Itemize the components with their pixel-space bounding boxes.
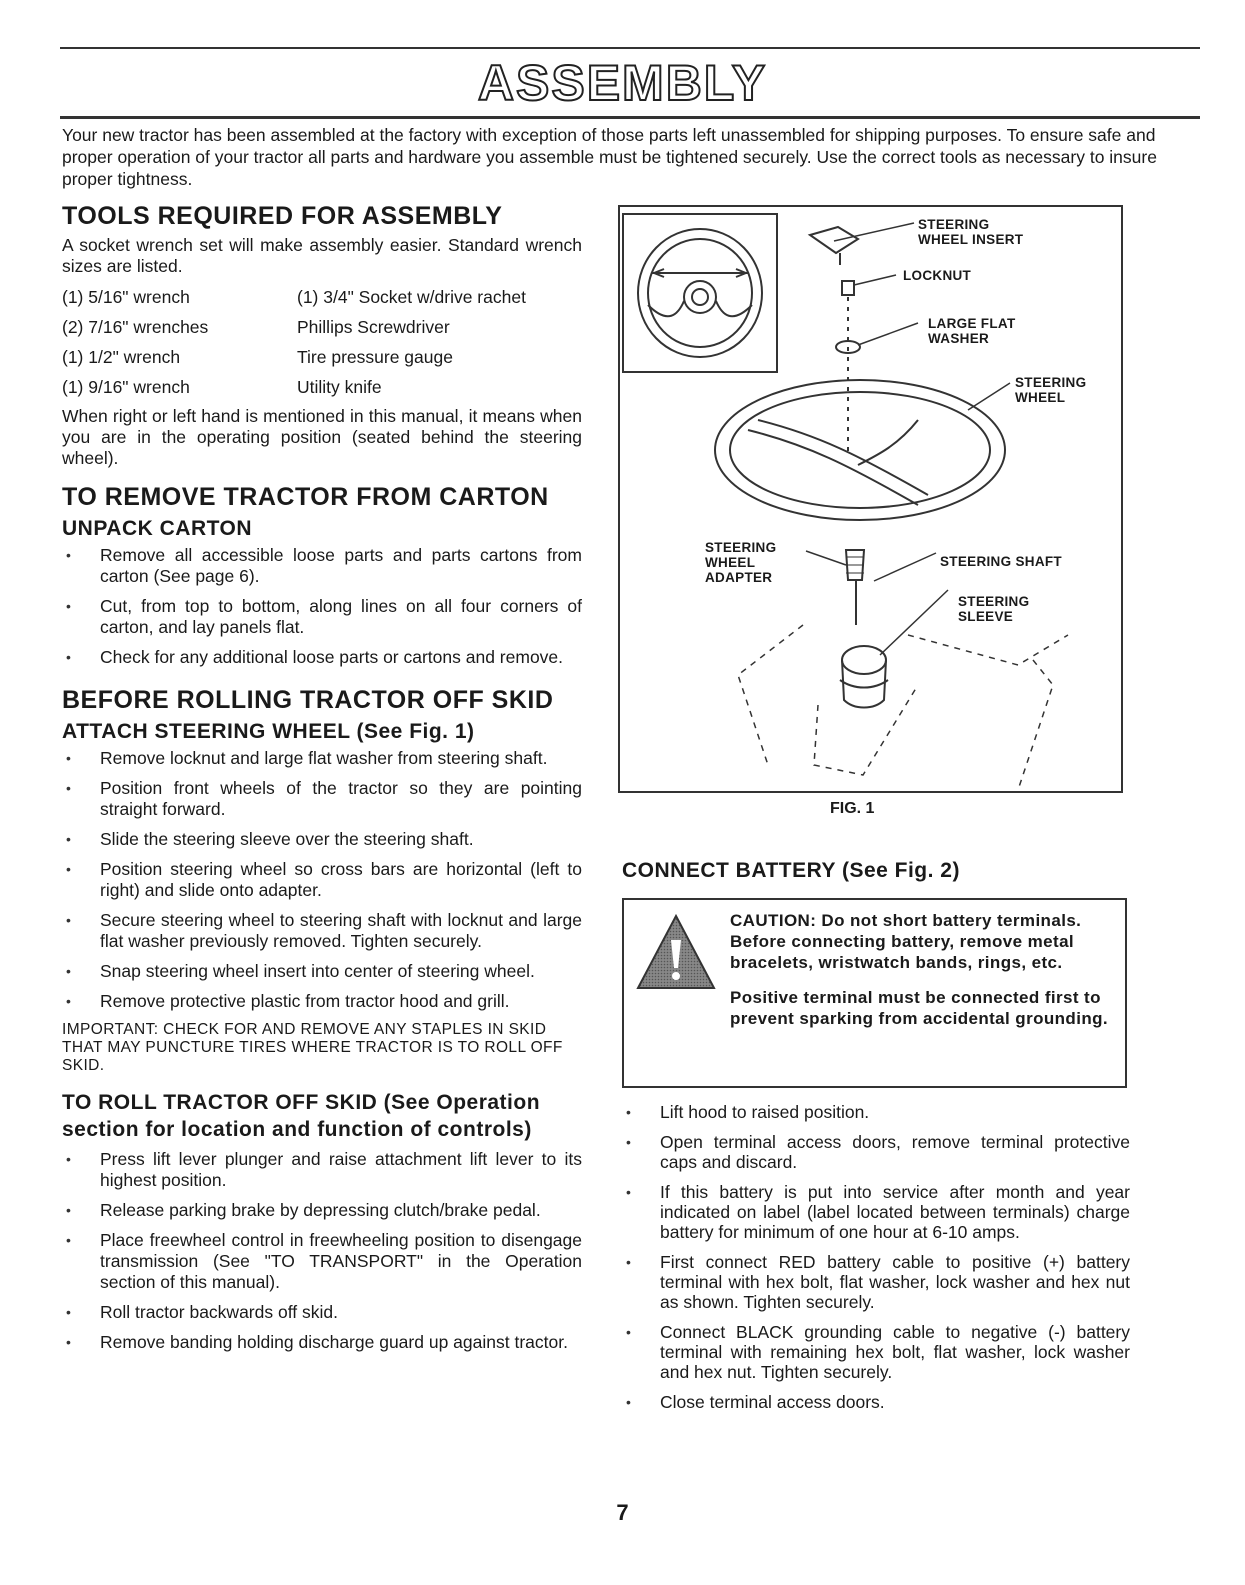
list-item: • Close terminal access doors. — [622, 1392, 1130, 1412]
unpack-heading: UNPACK CARTON — [62, 517, 253, 540]
battery-heading: CONNECT BATTERY (See Fig. 2) — [622, 859, 960, 882]
list-item: • If this battery is put into service after month and year indicated on label (label located between terminals) charge battery for minimum of one hour at 6-10 amps. — [622, 1182, 1130, 1242]
list-item: • Release parking brake by depressing clutch/brake pedal. — [62, 1200, 582, 1221]
tools-heading: TOOLS REQUIRED FOR ASSEMBLY — [62, 202, 503, 230]
label-large-flat-washer: LARGE FLAT WASHER — [928, 316, 1016, 346]
label-steering-sleeve: STEERING SLEEVE — [958, 594, 1030, 624]
list-item: • Snap steering wheel insert into center of steering wheel. — [62, 961, 582, 982]
caution-box — [622, 898, 1127, 1088]
remove-heading: TO REMOVE TRACTOR FROM CARTON — [62, 483, 549, 511]
intro-paragraph: Your new tractor has been assembled at the factory with exception of those parts left unassembled for shipping purposes. To ensure safe and proper operation of your tractor all parts and hardware you assemble must be tightened securely. Use the correct tools as necessary to insure proper tightness. — [62, 125, 1157, 189]
list-item: • Connect BLACK grounding cable to negative (-) battery terminal with remaining hex bolt, flat washer, lock washer and hex nut. Tighten securely. — [622, 1322, 1130, 1382]
list-item: • Remove locknut and large flat washer from steering shaft. — [62, 748, 582, 769]
list-item: • Place freewheel control in freewheeling position to disengage transmission (See "TO TRANSPORT" in the Operation section of this manual). — [62, 1230, 582, 1293]
before-heading: BEFORE ROLLING TRACTOR OFF SKID — [62, 686, 554, 714]
battery-steps-container — [622, 1102, 1130, 1422]
top-rule — [60, 47, 1200, 49]
unpack-steps — [62, 545, 582, 668]
list-item: • Remove all accessible loose parts and parts cartons from carton (See page 6). — [62, 545, 582, 587]
battery-steps — [622, 1102, 1130, 1412]
list-item: • Check for any additional loose parts or cartons and remove. — [62, 647, 582, 668]
label-steering-wheel: STEERING WHEEL — [1015, 375, 1087, 405]
roll-heading: TO ROLL TRACTOR OFF SKID (See Operation section for location and function of controls) — [62, 1091, 541, 1141]
tools-intro: A socket wrench set will make assembly easier. Standard wrench sizes are listed. — [62, 235, 582, 276]
list-item: • Cut, from top to bottom, along lines on all four corners of carton, and lay panels flat. — [62, 596, 582, 638]
tool-item: (2) 7/16" wrenches — [62, 317, 209, 337]
attach-steps — [62, 748, 582, 1012]
tool-item: Phillips Screwdriver — [297, 317, 450, 337]
caution-line-2: Positive terminal must be connected first to prevent sparking from accidental grounding. — [730, 988, 1109, 1028]
caution-line-1: CAUTION: Do not short battery terminals. Before connecting battery, remove metal bracelets, wristwatch bands, rings, etc. — [730, 911, 1082, 972]
tool-item: (1) 1/2" wrench — [62, 347, 181, 367]
page-title: ASSEMBLY — [477, 55, 768, 111]
figure-caption: FIG. 1 — [830, 800, 875, 817]
list-item: • Roll tractor backwards off skid. — [62, 1302, 582, 1323]
list-item: • Slide the steering sleeve over the steering shaft. — [62, 829, 582, 850]
tools-list — [62, 287, 582, 398]
left-column — [62, 200, 582, 1362]
title-rule — [60, 116, 1200, 119]
hand-note: When right or left hand is mentioned in this manual, it means when you are in the operating position (seated behind the steering wheel). — [62, 406, 582, 468]
label-locknut: LOCKNUT — [903, 268, 972, 283]
tool-item: Utility knife — [297, 377, 382, 397]
caution-text — [730, 910, 1110, 1043]
list-item: • Secure steering wheel to steering shaft with locknut and large flat washer previously removed. Tighten securely. — [62, 910, 582, 952]
list-item: • Position front wheels of the tractor so they are pointing straight forward. — [62, 778, 582, 820]
list-item: • First connect RED battery cable to positive (+) battery terminal with hex bolt, flat washer, lock washer and hex nut as shown. Tighten securely. — [622, 1252, 1130, 1312]
steering-assembly-illustration — [618, 205, 1123, 793]
battery-section — [622, 860, 1132, 881]
warning-icon — [636, 912, 716, 992]
important-note: IMPORTANT: CHECK FOR AND REMOVE ANY STAPLES IN SKID THAT MAY PUNCTURE TIRES WHERE TRACTOR IS TO ROLL OFF SKID. — [62, 1021, 563, 1074]
label-steering-shaft: STEERING SHAFT — [940, 554, 1062, 569]
list-item: • Lift hood to raised position. — [622, 1102, 1130, 1122]
list-item: • Position steering wheel so cross bars are horizontal (left to right) and slide onto adapter. — [62, 859, 582, 901]
list-item: • Remove banding holding discharge guard up against tractor. — [62, 1332, 582, 1353]
tool-item: (1) 3/4" Socket w/drive rachet — [297, 287, 526, 307]
label-steering-wheel-insert: STEERING WHEEL INSERT — [918, 217, 1024, 247]
tool-item: (1) 5/16" wrench — [62, 287, 190, 307]
label-steering-wheel-adapter: STEERING WHEEL ADAPTER — [705, 540, 777, 585]
page-number: 7 — [616, 1500, 629, 1525]
tool-item: Tire pressure gauge — [297, 347, 453, 367]
list-item: • Press lift lever plunger and raise attachment lift lever to its highest position. — [62, 1149, 582, 1191]
attach-heading: ATTACH STEERING WHEEL (See Fig. 1) — [62, 720, 475, 743]
roll-steps — [62, 1149, 582, 1353]
list-item: • Open terminal access doors, remove terminal protective caps and discard. — [622, 1132, 1130, 1172]
tool-item: (1) 9/16" wrench — [62, 377, 190, 397]
list-item: • Remove protective plastic from tractor hood and grill. — [62, 991, 582, 1012]
